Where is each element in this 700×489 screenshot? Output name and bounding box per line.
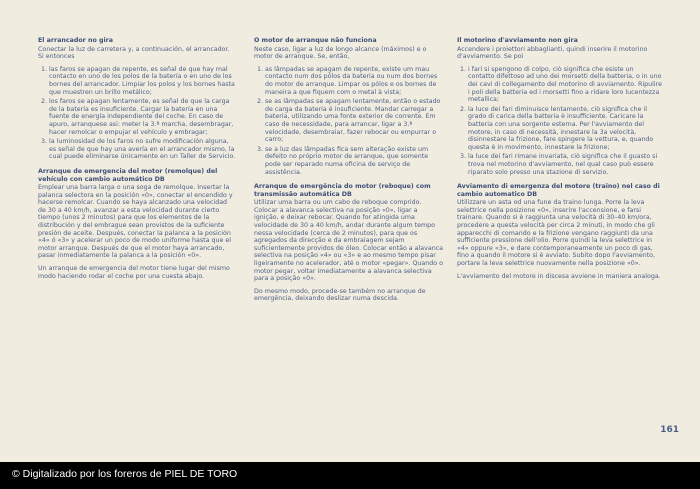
paragraph: Emplear una barra larga o una soga de remolque. Insertar la palanca selectora en la posición «0», conectar el encendido y hacerse remolcar. Cuando se haya alcanzado una velocidad de 30 a 40 km/h, avanzar a esta velocidad durante cierto tiempo (unos 2 minutos) para que los elementos de la distribución y del embrague sean provistos de la suficiente presión de aceite. Después, conectar la palanca a la posición «4» ó «3» y acelerar un poco de modo uniforme hasta que el motor arranque. Después de que el motor haya arrancado, pasar inmediatamente la palanca a la posición «0».	[38, 184, 233, 260]
section-title: El arrancador no gira	[38, 37, 113, 44]
section-title: Arranque de emergencia del motor (remolque) del vehículo con cambio automático DB	[38, 167, 218, 183]
numbered-list	[254, 66, 444, 176]
list-item: 2. se as lâmpadas se apagam lentamente, então o estado de carga da bateria é insuficiente. Mandar carregar a bateria, utilizando uma fonte exterior de corrente. Em caso de necessidade, para arrancar, ligar a 3.ª velocidade, desembraiar, fazer rebocar ou empurrar o carro;	[265, 98, 444, 144]
paragraph: Utilizzare un asta od una fune da traino lunga. Porre la leva selettrice nella posizione «0», inserire l'accensione, e farsi trainare. Quando si è raggiunta una velocità di 30–40 km/ora, procedere a questa velocità per circa 2 minuti, in modo che gli apparecchi di comando e la frizione vengano raggiunti da una sufficiente pressione dell'olio. Porre quindi la leva selettrice in «4» oppure «3», e dare contemporaneamente un poco di gas, fino a quando il motore si è avviato. Subito dopo l'avviamento, portare la leva selettrice nuovamente nella posizione «0».	[457, 199, 656, 268]
column-portuguese	[254, 37, 444, 308]
section-intro: Conectar la luz de carretera y, a continuación, el arrancador. Si entonces	[38, 45, 230, 61]
paragraph: Un arranque de emergencia del motor tiene lugar del mismo modo haciendo rodar el coche por una cuesta abajo.	[38, 265, 230, 280]
paragraph: Utilizar uma barra ou um cabo de reboque comprido. Colocar a alavanca selectiva na posição «0», ligar a ignição, e deixar rebocar. Quando for atingida uma velocidade de 30 a 40 km/h, andar durante algum tempo nessa velocidade (cerca de 2 minutos), para que os agregados da direcção e da embraiagem sejam suficientemente providos de óleo. Colocar então a alavanca selectiva na posição «4» ou «3» e ao mesmo tempo pisar ligeiramente no acelerador, até o motor «pegar». Quando o motor pegar, voltar imediatamente a alavanca selectiva para a posição «0».	[254, 199, 444, 283]
section-intro: Accendere i proiettori abbaglianti, quindi inserire il motorino d'avviamento. Se poi	[457, 45, 648, 61]
section-intro: Neste caso, ligar a luz de longo alcance (máximos) e o motor de arranque. Se, então,	[254, 45, 427, 61]
section-title: Il motorino d'avviamento non gira	[457, 37, 578, 44]
column-spanish	[38, 37, 236, 285]
list-item: 3. se a luz das lâmpadas fica sem alteração existe um defeito no próprio motor de arranque, que somente pode ser reparado numa oficina de serviço de assistência.	[265, 146, 444, 176]
list-item: 1. as lâmpadas se apagam de repente, existe um mau contacto num dos pólos da bateria ou num dos bornes do motor de arranque. Limpar os pólos e os bornes de maneira a que fiquem com o metal à vista;	[265, 66, 444, 96]
page-number: 161	[660, 425, 679, 435]
section-title: O motor de arranque não funciona	[254, 37, 377, 44]
list-item: 3. la luce dei fari rimane invariata, ciò significa che il guasto si trova nel motorino d'avviamento, nel qual caso può essere riparato solo presso una stazione di servizio.	[468, 153, 662, 176]
numbered-list	[38, 66, 236, 161]
list-item: 2. los faros se apagan lentamente, es señal de que la carga de la batería es insuficiente. Cargar la batería en una fuente de energía independiente del coche. En caso de apuro, arranquese asi: meter la 3.ª marcha, desembragar, hacer remolcar o empujar el vehículo y embragar;	[49, 98, 236, 136]
list-item: 3. la luminosidad de los faros no sufre modificación alguna, es señal de que hay una avería en el arrancador mismo, la cual puede eliminarse únicamente en un Taller de Servicio.	[49, 138, 236, 161]
column-italian	[457, 37, 662, 285]
paragraph: L'avviamento del motore in discesa avviene in maniera analoga.	[457, 272, 661, 280]
list-item: 1. las faros se apagan de repente, es señal de que hay mal contacto en uno de los polos de la batería o en uno de los bornes del arrancador. Limpiar los polos y los bornes hasta que muestren un brillo metálico;	[49, 66, 236, 96]
list-item: 1. i fari si spengono di colpo, ciò significa che esiste un contatto difettoso ad uno dei morsetti della batteria, o in uno dei cavi di collegamento del motorino di avviamento. Ripulire i poli della batteria ed i morsetti fino a ridare loro lucentezza metallica;	[468, 66, 662, 104]
paragraph: Do mesmo modo, procede-se também no arranque de emergência, deixando deslizar numa descida.	[254, 287, 426, 303]
section-title: Arranque de emergência do motor (reboque) com transmissão automática DB	[254, 183, 431, 198]
list-item: 2. la luce dei fari diminuisce lentamente, ciò significa che il grado di carica della batteria è insufficiente. Caricare la batteria con una sorgente esterna. Per l'avviamento del motore, in caso di necessità, innestare la 3a velocità, disinnestare la frizione, fare spingere la vettura, e, quando questa è in movimento, innestare la frizione;	[468, 106, 662, 152]
section-title: Avviamento di emergenza del motore (traino) nel caso di cambio automatico DB	[457, 183, 660, 198]
footer-credit: © Digitalizado por los foreros de PIEL DE TORO	[12, 468, 238, 480]
numbered-list	[457, 66, 662, 176]
